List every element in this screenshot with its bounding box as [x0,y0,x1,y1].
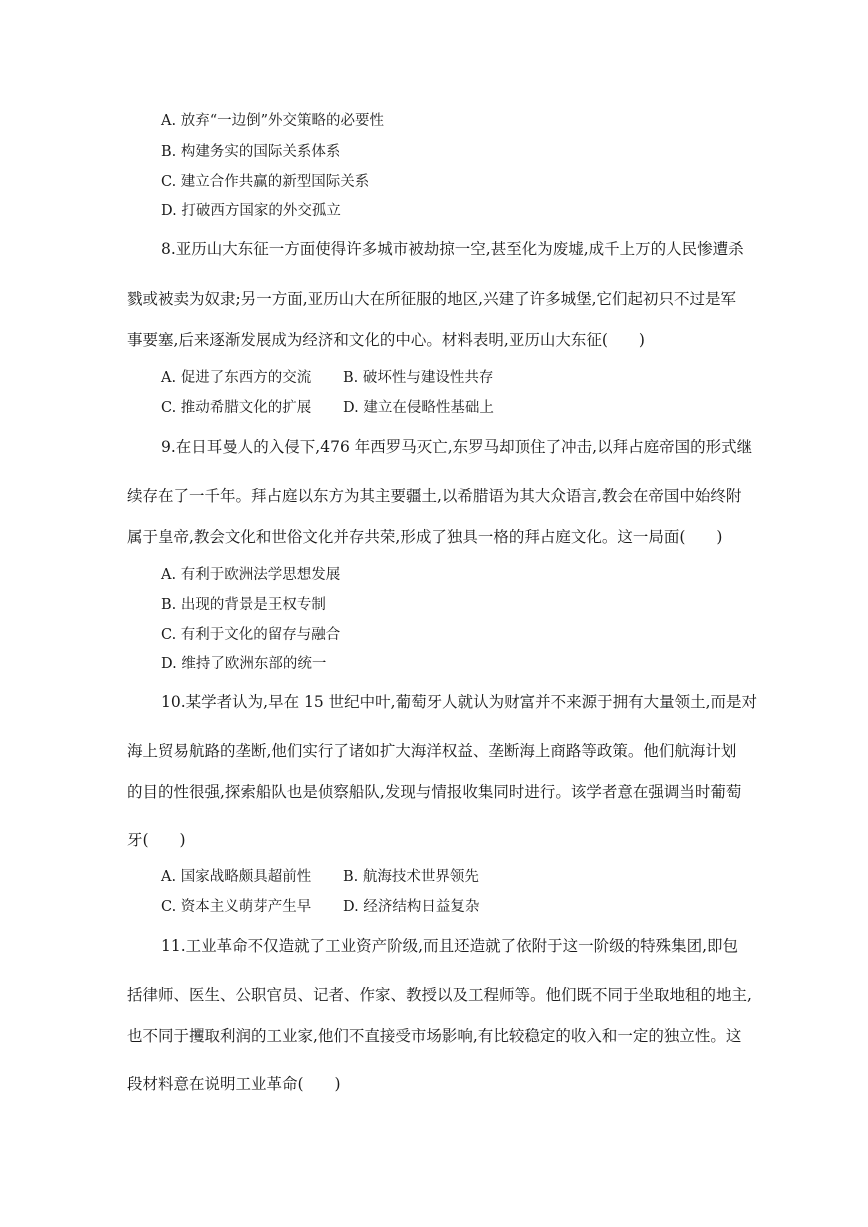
q7-option-b: B. 构建务实的国际关系体系 [161,144,341,160]
q8-option-d: D. 建立在侵略性基础上 [343,400,494,416]
q8-stem-line-2: 戮或被卖为奴隶;另一方面,亚历山大在所征服的地区,兴建了许多城堡,它们起初只不过是军 [127,290,737,308]
q9-option-a: A. 有利于欧洲法学思想发展 [161,567,341,583]
q11-stem-line-2: 括律师、医生、公职官员、记者、作家、教授以及工程师等。他们既不同于坐取地租的地主, [127,986,752,1004]
q9-option-c: C. 有利于文化的留存与融合 [161,627,341,643]
q8-option-b: B. 破坏性与建设性共存 [343,370,494,386]
q7-option-d: D. 打破西方国家的外交孤立 [161,203,341,219]
q10-stem-line-4: 牙( ) [127,831,186,849]
q10-stem-line-1: 10.某学者认为,早在 15 世纪中叶,葡萄牙人就认为财富并不来源于拥有大量领土,而是对 [161,693,758,711]
q9-option-b: B. 出现的背景是王权专制 [161,597,326,613]
q10-stem-line-2: 海上贸易航路的垄断,他们实行了诸如扩大海洋权益、垄断海上商路等政策。他们航海计划 [127,742,737,760]
q11-stem-line-1: 11.工业革命不仅造就了工业资产阶级,而且还造就了依附于这一阶级的特殊集团,即包 [161,937,739,955]
q8-option-c: C. 推动希腊文化的扩展 [161,400,312,416]
q11-stem-line-4: 段材料意在说明工业革命( ) [127,1075,341,1093]
q10-option-b: B. 航海技术世界领先 [343,869,479,885]
q8-option-a: A. 促进了东西方的交流 [161,370,312,386]
q11-stem-line-3: 也不同于攫取利润的工业家,他们不直接受市场影响,有比较稳定的收入和一定的独立性。这 [127,1027,742,1045]
q10-option-d: D. 经济结构日益复杂 [343,899,480,915]
q9-stem-line-1: 9.在日耳曼人的入侵下,476 年西罗马灭亡,东罗马却顶住了冲击,以拜占庭帝国的形式继 [161,438,753,456]
q8-stem-line-3: 事要塞,后来逐渐发展成为经济和文化的中心。材料表明,亚历山大东征( ) [127,331,645,349]
q10-stem-line-3: 的目的性很强,探索船队也是侦察船队,发现与情报收集同时进行。该学者意在强调当时葡萄 [127,783,742,801]
q9-stem-line-3: 属于皇帝,教会文化和世俗文化并存共荣,形成了独具一格的拜占庭文化。这一局面( ) [127,528,723,546]
q10-option-c: C. 资本主义萌芽产生早 [161,899,312,915]
q7-option-c: C. 建立合作共赢的新型国际关系 [161,174,370,190]
q9-stem-line-2: 续存在了一千年。拜占庭以东方为其主要疆土,以希腊语为其大众语言,教会在帝国中始终附 [127,487,742,505]
q7-option-a: A. 放弃“一边倒”外交策略的必要性 [161,113,385,129]
q8-stem-line-1: 8.亚历山大东征一方面使得许多城市被劫掠一空,甚至化为废墟,成千上万的人民惨遭杀 [161,240,744,258]
q9-option-d: D. 维持了欧洲东部的统一 [161,656,327,672]
q10-option-a: A. 国家战略颇具超前性 [161,869,312,885]
